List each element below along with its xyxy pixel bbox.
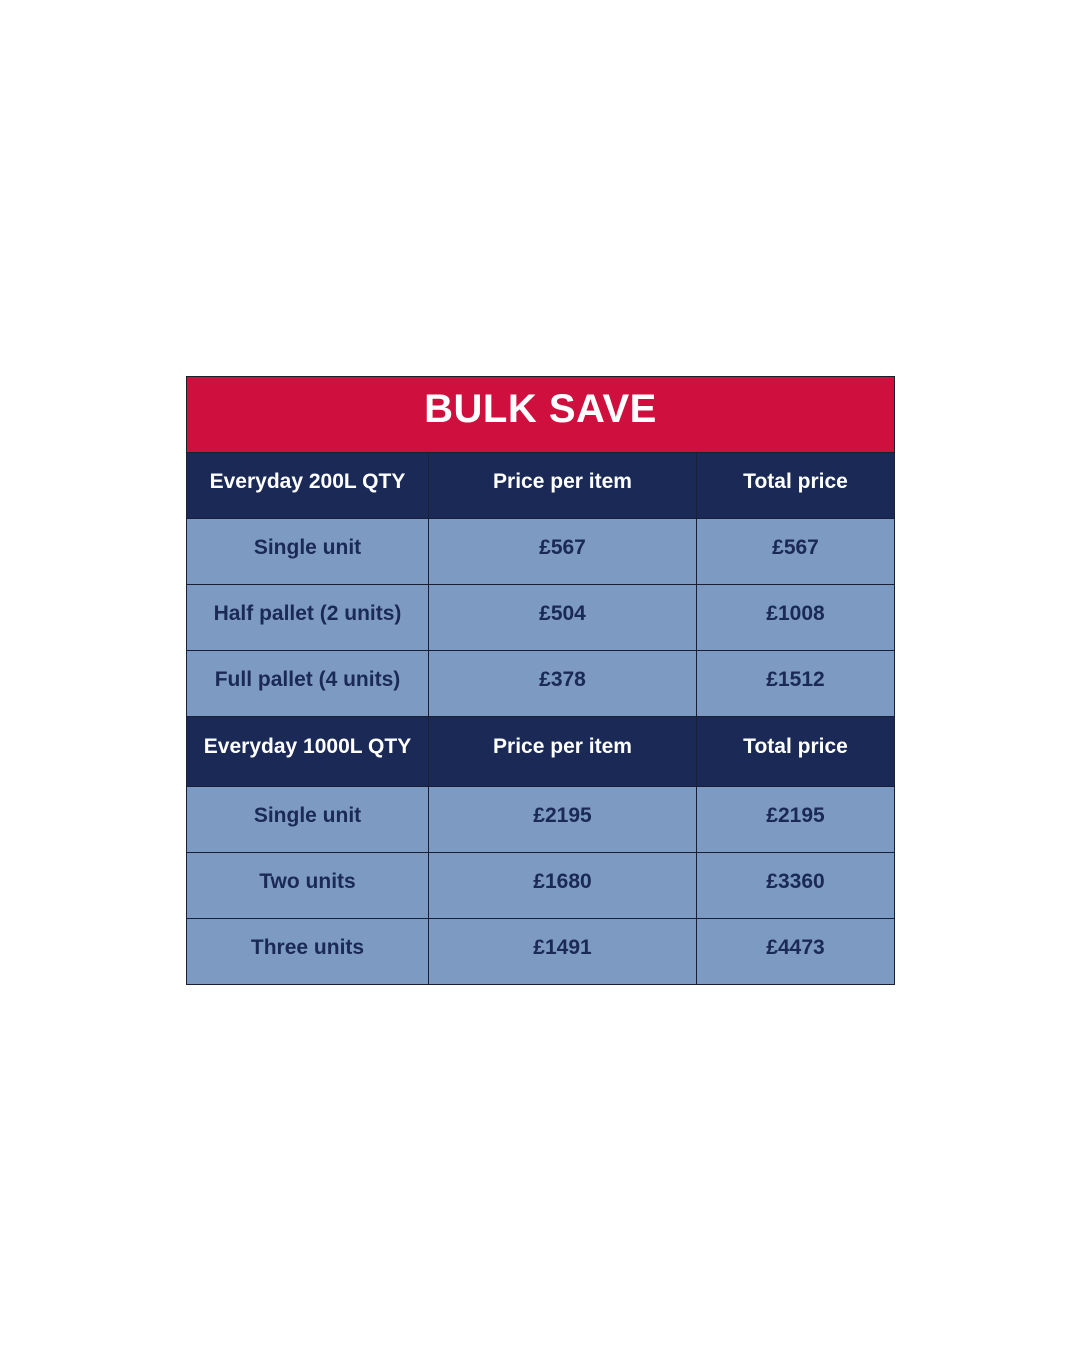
table-row (187, 651, 895, 717)
quantity-cell: Single unit (187, 787, 429, 853)
bulk-save-price-table (186, 376, 895, 985)
column-header-qty: Everyday 1000L QTY (187, 717, 429, 787)
total-price-cell: £2195 (697, 787, 895, 853)
column-header-total-price: Total price (697, 717, 895, 787)
price-per-item-cell: £378 (429, 651, 697, 717)
table-row (187, 787, 895, 853)
quantity-cell: Three units (187, 919, 429, 985)
table-row (187, 585, 895, 651)
quantity-cell: Two units (187, 853, 429, 919)
table-row (187, 519, 895, 585)
price-per-item-cell: £567 (429, 519, 697, 585)
table-title: BULK SAVE (187, 377, 895, 453)
total-price-cell: £4473 (697, 919, 895, 985)
total-price-cell: £1512 (697, 651, 895, 717)
header-row-200l (187, 453, 895, 519)
column-header-price-per-item: Price per item (429, 453, 697, 519)
column-header-price-per-item: Price per item (429, 717, 697, 787)
price-per-item-cell: £1680 (429, 853, 697, 919)
price-per-item-cell: £1491 (429, 919, 697, 985)
column-header-qty: Everyday 200L QTY (187, 453, 429, 519)
price-per-item-cell: £504 (429, 585, 697, 651)
column-header-total-price: Total price (697, 453, 895, 519)
quantity-cell: Full pallet (4 units) (187, 651, 429, 717)
table-row (187, 919, 895, 985)
price-per-item-cell: £2195 (429, 787, 697, 853)
total-price-cell: £1008 (697, 585, 895, 651)
table-row (187, 853, 895, 919)
quantity-cell: Single unit (187, 519, 429, 585)
quantity-cell: Half pallet (2 units) (187, 585, 429, 651)
total-price-cell: £3360 (697, 853, 895, 919)
total-price-cell: £567 (697, 519, 895, 585)
header-row-1000l (187, 717, 895, 787)
